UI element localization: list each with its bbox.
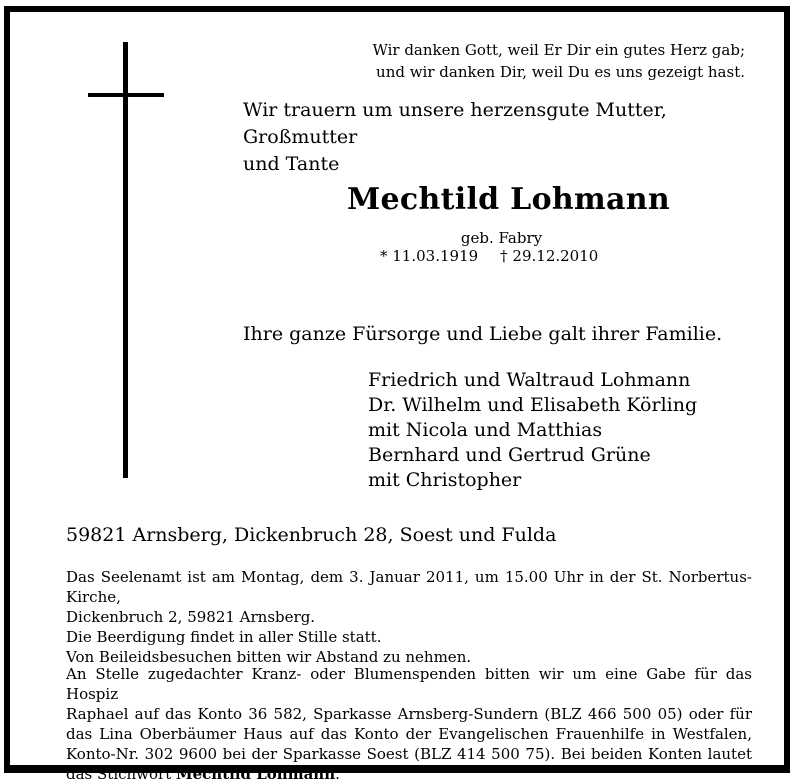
family-line: Friedrich und Waltraud Lohmann [368, 369, 691, 391]
service-line: Von Beileidsbesuchen bitten wir Abstand zu nehmen. [66, 648, 472, 666]
donation-keyword: Mechtild Lohmann [176, 765, 336, 783]
death-date: † 29.12.2010 [500, 247, 599, 265]
intro-text [243, 97, 783, 178]
birth-name: geb. Fabry [460, 229, 543, 247]
donation-line: das Lina Oberbäumer Haus auf das Konto der Evangelischen Frauenhilfe in Westfalen, [66, 725, 752, 743]
family-line: mit Christopher [368, 469, 522, 491]
donation-paragraph [66, 664, 752, 784]
verse-line-2: und wir danken Dir, weil Du es uns gezeigt hast. [376, 63, 745, 81]
service-paragraph [66, 567, 752, 667]
family-line: Bernhard und Gertrud Grüne [368, 444, 651, 466]
obituary-frame [4, 6, 790, 783]
donation-line: An Stelle zugedachter Kranz- oder Blumenspenden bitten wir um eine Gabe für das Hospiz [66, 665, 752, 703]
family-line: Dr. Wilhelm und Elisabeth Körling [368, 394, 698, 416]
family-list [368, 368, 697, 493]
donation-line: Raphael auf das Konto 36 582, Sparkasse Arnsberg-Sundern (BLZ 466 500 05) oder für [66, 705, 752, 723]
service-line: Das Seelenamt ist am Montag, dem 3. Januar 2011, um 15.00 Uhr in der St. Norbertus-Kirche, [66, 568, 752, 606]
cross-icon-horizontal [88, 93, 164, 97]
donation-line: Konto-Nr. 302 9600 bei der Sparkasse Soest (BLZ 414 500 75). Bei beiden Konten lautet [66, 745, 752, 763]
intro-line-2: und Tante [243, 153, 340, 175]
service-line: Dickenbruch 2, 59821 Arnsberg. [66, 608, 316, 626]
donation-last-line [66, 764, 752, 784]
donation-prefix: das Stichwort [66, 765, 177, 783]
donation-suffix: . [335, 765, 340, 783]
life-dates [380, 247, 598, 265]
service-line: Die Beerdigung findet in aller Stille statt. [66, 628, 382, 646]
birth-date: * 11.03.1919 [380, 247, 479, 265]
verse-line-1: Wir danken Gott, weil Er Dir ein gutes Herz gab; [372, 41, 745, 59]
address: 59821 Arnsberg, Dickenbruch 28, Soest und Fulda [66, 524, 557, 546]
verse [310, 39, 745, 83]
deceased-name: Mechtild Lohmann [347, 182, 670, 217]
family-line: mit Nicola und Matthias [368, 419, 603, 441]
intro-line-1: Wir trauern um unsere herzensgute Mutter, Großmutter [243, 99, 667, 148]
motto: Ihre ganze Fürsorge und Liebe galt ihrer Familie. [243, 323, 723, 345]
cross-icon-vertical [123, 42, 128, 478]
